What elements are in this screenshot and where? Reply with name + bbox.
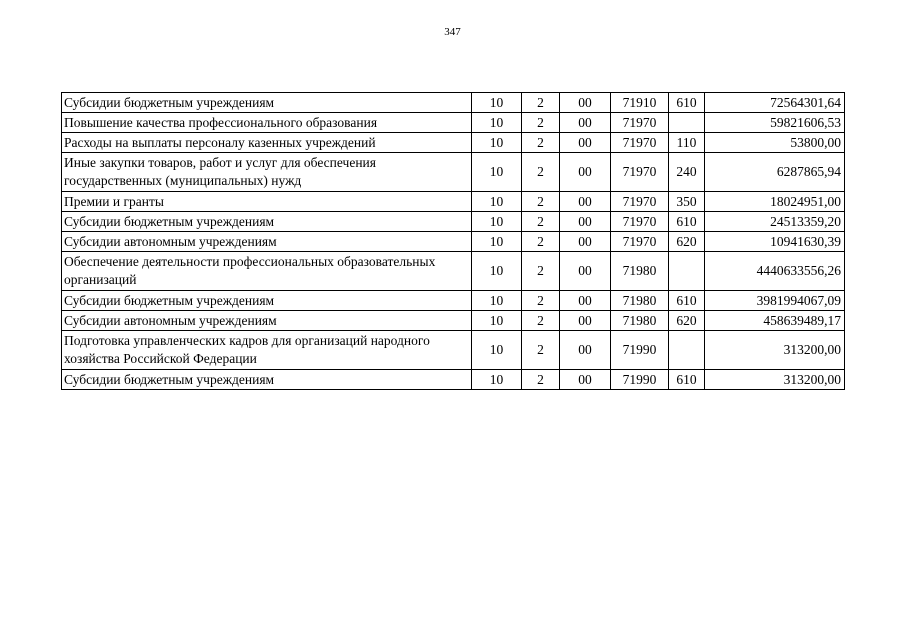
row-section: 10 [472,113,522,133]
row-name: Подготовка управленческих кадров для организаций народного хозяйства Российской Федерации [62,331,472,370]
row-amount: 72564301,64 [705,93,845,113]
row-amount: 10941630,39 [705,232,845,252]
row-name: Субсидии бюджетным учреждениям [62,212,472,232]
table-row [62,232,845,252]
row-program-code: 00 [560,93,611,113]
row-subsection: 2 [522,291,560,311]
row-section: 10 [472,212,522,232]
row-section: 10 [472,291,522,311]
row-section: 10 [472,232,522,252]
row-program-code: 00 [560,331,611,370]
row-subsection: 2 [522,311,560,331]
row-target-code: 71990 [611,331,669,370]
row-target-code: 71990 [611,370,669,390]
row-expense-type: 620 [669,311,705,331]
row-expense-type: 110 [669,133,705,153]
row-expense-type: 240 [669,153,705,192]
row-target-code: 71970 [611,232,669,252]
row-amount: 6287865,94 [705,153,845,192]
row-amount: 458639489,17 [705,311,845,331]
row-program-code: 00 [560,232,611,252]
row-target-code: 71980 [611,311,669,331]
table-row [62,252,845,291]
row-name: Иные закупки товаров, работ и услуг для обеспечения государственных (муниципальных) нужд [62,153,472,192]
row-program-code: 00 [560,252,611,291]
table-row [62,291,845,311]
row-name: Субсидии автономным учреждениям [62,232,472,252]
row-section: 10 [472,331,522,370]
row-subsection: 2 [522,212,560,232]
row-expense-type: 620 [669,232,705,252]
row-name: Субсидии бюджетным учреждениям [62,370,472,390]
row-name: Субсидии бюджетным учреждениям [62,93,472,113]
row-expense-type [669,252,705,291]
table-row [62,153,845,192]
row-amount: 59821606,53 [705,113,845,133]
row-name: Расходы на выплаты персоналу казенных учреждений [62,133,472,153]
table-row [62,370,845,390]
row-expense-type: 610 [669,291,705,311]
row-name: Субсидии бюджетным учреждениям [62,291,472,311]
table-row [62,212,845,232]
row-subsection: 2 [522,133,560,153]
row-amount: 53800,00 [705,133,845,153]
row-amount: 4440633556,26 [705,252,845,291]
row-subsection: 2 [522,232,560,252]
row-program-code: 00 [560,113,611,133]
row-amount: 313200,00 [705,331,845,370]
row-section: 10 [472,311,522,331]
row-section: 10 [472,192,522,212]
page-number: 347 [444,26,461,38]
row-name: Повышение качества профессионального образования [62,113,472,133]
row-expense-type: 610 [669,93,705,113]
row-amount: 3981994067,09 [705,291,845,311]
row-program-code: 00 [560,192,611,212]
row-subsection: 2 [522,93,560,113]
budget-table [61,92,845,390]
row-program-code: 00 [560,370,611,390]
row-target-code: 71970 [611,212,669,232]
row-target-code: 71970 [611,113,669,133]
row-expense-type [669,113,705,133]
row-amount: 24513359,20 [705,212,845,232]
row-name: Обеспечение деятельности профессиональных образовательных организаций [62,252,472,291]
row-program-code: 00 [560,212,611,232]
table-row [62,93,845,113]
table-row [62,311,845,331]
row-subsection: 2 [522,252,560,291]
row-target-code: 71980 [611,291,669,311]
row-subsection: 2 [522,192,560,212]
row-name: Субсидии автономным учреждениям [62,311,472,331]
row-expense-type: 610 [669,212,705,232]
row-target-code: 71970 [611,133,669,153]
row-subsection: 2 [522,113,560,133]
row-target-code: 71970 [611,153,669,192]
row-amount: 18024951,00 [705,192,845,212]
row-section: 10 [472,133,522,153]
row-section: 10 [472,93,522,113]
row-expense-type: 610 [669,370,705,390]
row-expense-type: 350 [669,192,705,212]
row-amount: 313200,00 [705,370,845,390]
row-target-code: 71980 [611,252,669,291]
table-row [62,192,845,212]
row-subsection: 2 [522,331,560,370]
row-program-code: 00 [560,133,611,153]
row-expense-type [669,331,705,370]
row-program-code: 00 [560,153,611,192]
row-target-code: 71970 [611,192,669,212]
row-name: Премии и гранты [62,192,472,212]
row-target-code: 71910 [611,93,669,113]
row-section: 10 [472,370,522,390]
table-row [62,113,845,133]
row-subsection: 2 [522,153,560,192]
row-subsection: 2 [522,370,560,390]
row-program-code: 00 [560,291,611,311]
table-row [62,331,845,370]
row-section: 10 [472,252,522,291]
row-section: 10 [472,153,522,192]
table-row [62,133,845,153]
row-program-code: 00 [560,311,611,331]
